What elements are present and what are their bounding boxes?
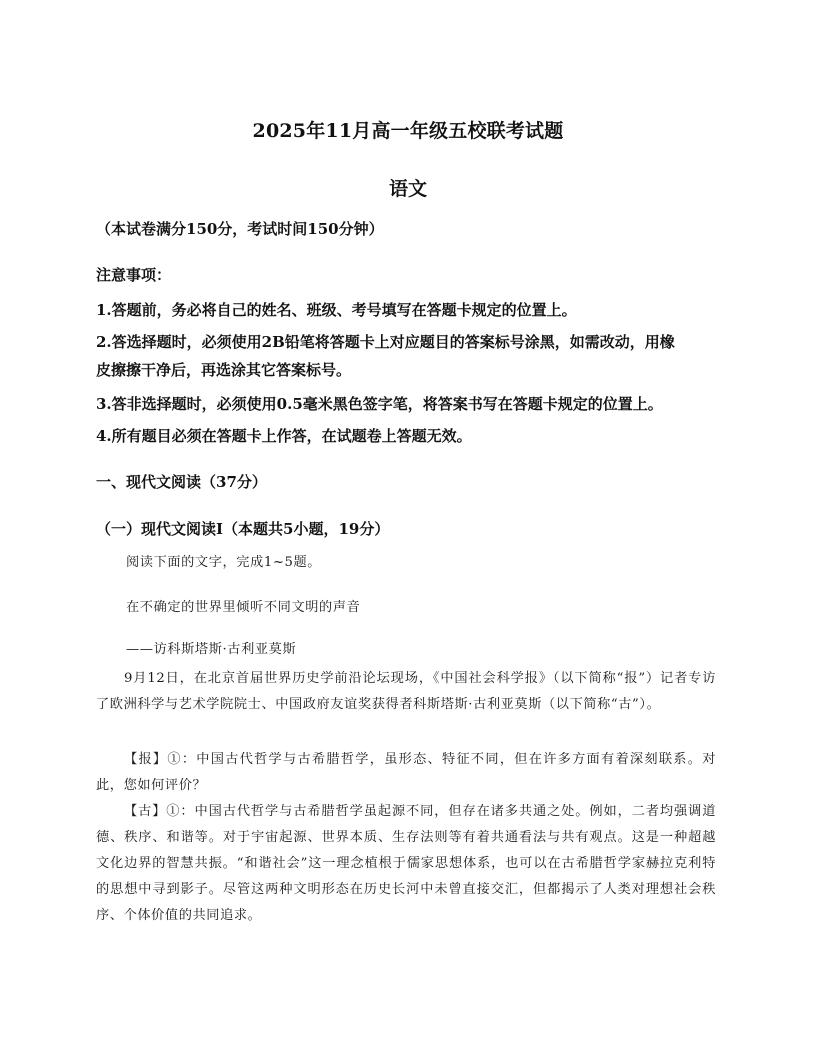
- exam-info: （本试卷满分150分，考试时间150分钟）: [96, 220, 384, 238]
- article-paragraph: 【古】①：中国古代哲学与古希腊哲学虽起源不同，但存在诸多共通之处。例如，二者均强调道德、秩序、和谐等。对于宇宙起源、世界本质、生存法则等有着共通看法与共有观点。这是一种超越文化边界的智慧共振。“和谐社会”这一理念植根于儒家思想体系，也可以在古希腊哲学家赫拉克利特的思想中寻到影子。尽管这两种文明形态在历史长河中未曾直接交汇，但都揭示了人类对理想社会秩序、个体价值的共同追求。: [96, 804, 716, 923]
- reading-instruction: 阅读下面的文字，完成1~5题。: [126, 555, 322, 570]
- notice-item: 2.答选择题时，必须使用2B铅笔将答题卡上对应题目的答案标号涂黑，如需改动，用橡: [96, 333, 675, 351]
- subject-title: 语文: [388, 178, 427, 200]
- notice-item: 3.答非选择题时，必须使用0.5毫米黑色签字笔，将答案书写在答题卡规定的位置上。: [96, 395, 663, 413]
- notice-item: 皮擦擦干净后，再选涂其它答案标号。: [96, 361, 352, 379]
- section-subheading: （一）现代文阅读Ⅰ（本题共5小题，19分）: [96, 520, 390, 538]
- article-title: 在不确定的世界里倾听不同文明的声音: [126, 600, 361, 615]
- notice-item: 4.所有题目必须在答题卡上作答，在试题卷上答题无效。: [96, 427, 472, 445]
- article-byline: ——访科斯塔斯·古利亚莫斯: [126, 642, 297, 657]
- section-heading: 一、现代文阅读（37分）: [96, 473, 267, 491]
- article-paragraph: 9月12日，在北京首届世界历史学前沿论坛现场，《中国社会科学报》（以下简称“报”）记者专访了欧洲科学与艺术学院院士、中国政府友谊奖获得者科斯塔斯·古利亚莫斯（以下简称“古”）。: [96, 671, 716, 712]
- exam-title: 2025年11月高一年级五校联考试题: [252, 120, 564, 142]
- notice-item: 1.答题前，务必将自己的姓名、班级、考号填写在答题卡规定的位置上。: [96, 301, 577, 319]
- notice-heading: 注意事项：: [96, 266, 172, 284]
- article-paragraph: 【报】①：中国古代哲学与古希腊哲学，虽形态、特征不同，但在许多方面有着深刻联系。对此，您如何评价？: [96, 752, 716, 793]
